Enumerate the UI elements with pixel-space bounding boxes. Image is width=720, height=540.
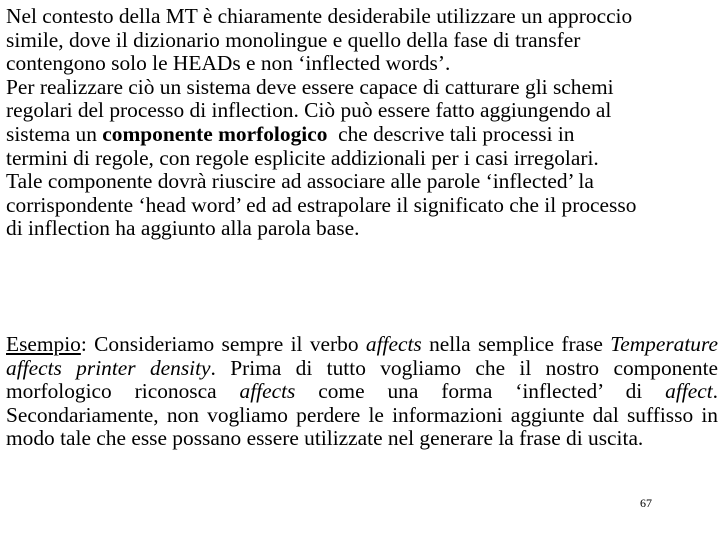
text-line: simile, dove il dizionario monolingue e quello della fase di transfer bbox=[6, 27, 581, 52]
text-line: Tale componente dovrà riuscire ad associare alle parole ‘inflected’ la bbox=[6, 169, 594, 194]
paragraph-example bbox=[6, 333, 718, 451]
text-segment: come una forma ‘inflected’ di bbox=[295, 379, 666, 404]
text-segment: che descrive tali processi in bbox=[327, 121, 575, 146]
text-line: Per realizzare ciò un sistema deve essere capace di catturare gli schemi bbox=[6, 74, 614, 99]
text-segment: . Prima di tutto vogliamo che il nostro componente morfologico riconosca bbox=[6, 355, 719, 404]
text-segment: Consideriamo sempre il verbo bbox=[86, 332, 366, 356]
text-line: contengono solo le HEADs e non ‘inflected words’. bbox=[6, 51, 451, 76]
text-line: regolari del processo di inflection. Ciò può essere fatto aggiungendo al bbox=[6, 98, 612, 123]
text-segment: . Secondariamente, non vogliamo perdere le informazioni aggiunte dal suffisso in modo tale che esse possano essere utilizzate nel generare la frase di uscita. bbox=[6, 379, 718, 451]
text-line-with-emphasis bbox=[6, 123, 718, 147]
text-segment: nella semplice frase bbox=[421, 332, 611, 356]
italic-term: affect bbox=[665, 379, 713, 404]
text-segment: sistema un bbox=[6, 121, 103, 146]
paragraph-inflection-intro bbox=[6, 5, 718, 241]
italic-term: affects bbox=[365, 332, 422, 356]
italic-example-sentence: Temperature affects printer density bbox=[6, 332, 719, 380]
text-line: corrispondente ‘head word’ ed ad estrapolare il significato che il processo bbox=[6, 192, 637, 217]
italic-term: affects bbox=[239, 379, 296, 404]
example-label: Esempio bbox=[6, 332, 81, 356]
text-line: termini di regole, con regole esplicite addizionali per i casi irregolari. bbox=[6, 145, 599, 170]
bold-term-componente-morfologico: componente morfologico bbox=[102, 121, 328, 146]
page-number: 67 bbox=[640, 496, 652, 510]
text-line: Nel contesto della MT è chiaramente desiderabile utilizzare un approccio bbox=[6, 4, 633, 28]
text-segment: : bbox=[80, 332, 87, 356]
text-line: di inflection ha aggiunto alla parola base. bbox=[6, 216, 360, 241]
